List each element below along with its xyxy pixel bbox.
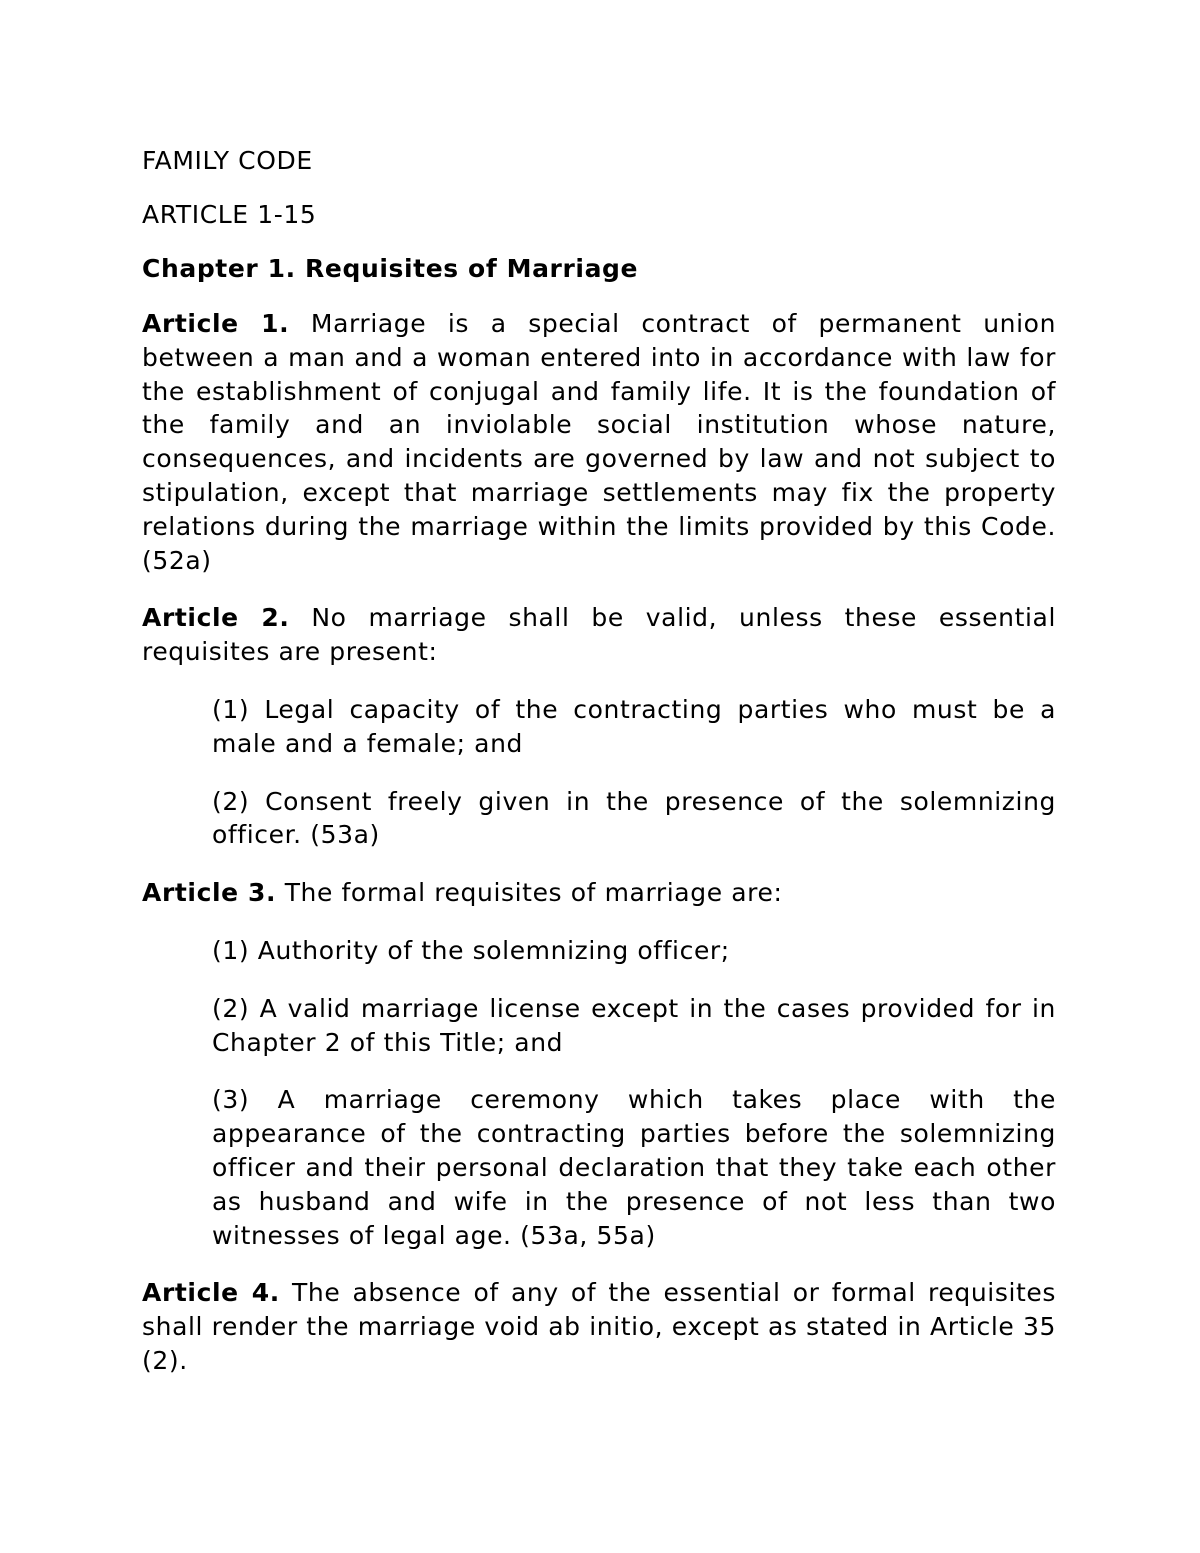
chapter-heading: Chapter 1. Requisites of Marriage [142, 254, 639, 283]
document-page [142, 145, 1056, 1402]
article-1-text: Marriage is a special contract of permanent union between a man and a woman entered into in accordance with law for the establishment of conjugal and family life. It is the foundation of the family and an inviolable social institution whose nature, consequences, and incidents are governed by law and not subject to stipulation, except that marriage settlements may fix the property relations during the marriage within the limits provided by this Code. (52a) [142, 309, 1057, 575]
document-title: FAMILY CODE [142, 146, 313, 175]
article-1-label: Article 1. [142, 309, 290, 338]
article-3-item-3: (3) A marriage ceremony which takes place with the appearance of the contracting parties before the solemnizing officer and their personal declaration that they take each other as husband and wife in the presence of not less than two witnesses of legal age. (53a, 55a) [212, 1085, 1056, 1250]
article-4-text: The absence of any of the essential or formal requisites shall render the marriage void ab initio, except as stated in Article 35 (2). [142, 1278, 1057, 1375]
article-2-item-2: (2) Consent freely given in the presence of the solemnizing officer. (53a) [212, 786, 1056, 850]
article-2-label: Article 2. [142, 603, 290, 633]
article-3-label: Article 3. [142, 878, 277, 908]
article-3 [142, 876, 1056, 910]
article-4 [142, 1276, 1056, 1377]
article-3-item-2: (2) A valid marriage license except in the cases provided for in Chapter 2 of this Title; and [212, 993, 1056, 1057]
article-4-label: Article 4. [142, 1278, 280, 1308]
document-subtitle: ARTICLE 1-15 [142, 200, 317, 229]
article-2 [142, 601, 1056, 669]
article-1 [142, 307, 1056, 577]
article-2-text: No marriage shall be valid, unless these essential requisites are present: [142, 603, 1056, 667]
article-2-item-1: (1) Legal capacity of the contracting parties who must be a male and a female; and [212, 694, 1056, 758]
article-3-item-1: (1) Authority of the solemnizing officer; [212, 935, 730, 965]
article-3-text: The formal requisites of marriage are: [284, 878, 783, 908]
